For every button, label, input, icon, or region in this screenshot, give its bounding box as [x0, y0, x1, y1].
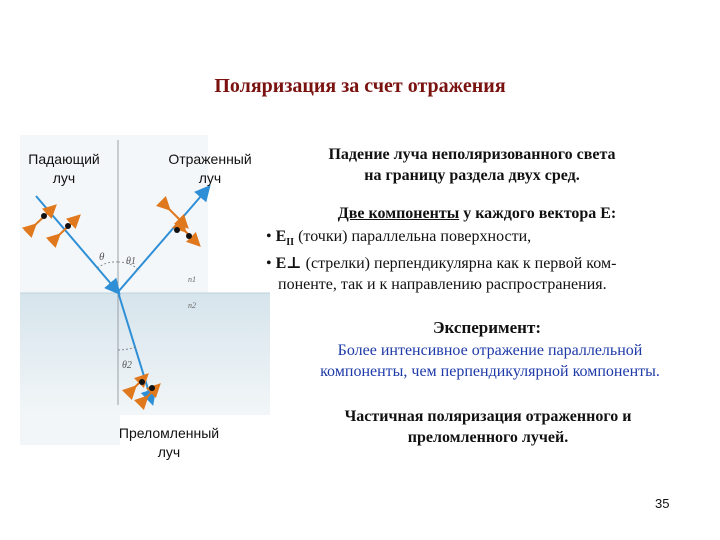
- bullet-parallel: [266, 226, 696, 253]
- components-heading: [262, 205, 692, 223]
- lower-medium: [20, 293, 270, 415]
- bullet-mark: •: [266, 255, 276, 273]
- intro-line1: Падение луча неполяризованного света: [328, 146, 616, 163]
- e-parallel-symbol: E: [275, 228, 287, 245]
- n1-label: n1: [188, 275, 196, 284]
- incident-label-line2: луч: [52, 170, 76, 186]
- intro-line2: на границу раздела двух сред.: [364, 167, 580, 184]
- angle-theta2-label: θ2: [122, 360, 132, 371]
- components-heading-rest: у каждого вектора E:: [459, 205, 617, 222]
- experiment-heading: Эксперимент:: [433, 318, 541, 337]
- refracted-ray-label: [104, 424, 234, 462]
- incident-label-line1: Падающий: [28, 151, 100, 167]
- components-list: [266, 226, 696, 295]
- angle-theta-label: θ: [99, 251, 105, 263]
- refracted-label-line1: Преломленный: [118, 425, 220, 441]
- experiment-line2: компоненты, чем перпендикулярной компоненты.: [320, 363, 660, 380]
- bullet-perpendicular: [266, 253, 696, 274]
- bullet-parallel-text: (точки) параллельна поверхности,: [294, 228, 532, 245]
- e-perp-symbol: E⊥: [275, 255, 302, 273]
- angle-theta1-label: θ1: [126, 256, 136, 267]
- page-number: 35: [655, 496, 670, 511]
- experiment-line1: Более интенсивное отражение параллельной: [337, 342, 643, 359]
- incident-ray-label: [14, 150, 114, 188]
- experiment-text: [270, 340, 710, 382]
- reflected-ray-label: [150, 150, 270, 188]
- conclusion-text: [268, 406, 708, 448]
- slide-title: Поляризация за счет отражения: [214, 75, 506, 97]
- bullet-perp-text-line1: (стрелки) перпендикулярна как к первой ком-: [301, 255, 617, 273]
- reflected-label-line2: луч: [198, 170, 222, 186]
- intro-text: [262, 144, 682, 186]
- bullet-mark: •: [266, 228, 276, 245]
- n2-label: n2: [188, 301, 196, 310]
- conclusion-line1: Частичная поляризация отраженного и: [344, 408, 632, 425]
- conclusion-line2: преломленного лучей.: [407, 429, 569, 446]
- refracted-label-line2: луч: [157, 444, 181, 460]
- reflected-label-line1: Отраженный: [168, 151, 252, 167]
- bullet-perp-continuation: поненте, так и к направлению распространения.: [278, 276, 607, 294]
- e-parallel-subscript: II: [286, 237, 295, 249]
- components-heading-underlined: Две компоненты: [337, 205, 460, 222]
